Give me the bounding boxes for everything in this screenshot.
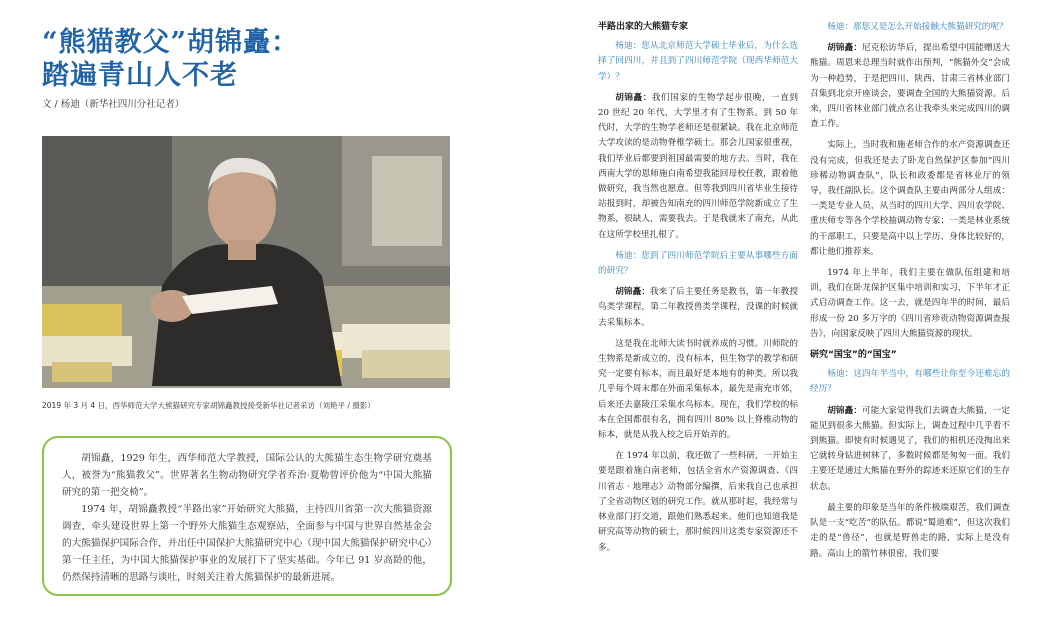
- text-column-1: [598, 20, 798, 562]
- answer-2: [598, 285, 798, 331]
- paragraph-3: 这是我在北师大读书时就养成的习惯。川师院的生物系是新成立的，没有标本，但生物学的教学和研究一定要有标本，而且最好是本地有的种类。所以我几乎每个周末都在外面采集标本，最先是南充市郊，后来还去嘉陵江采集水鸟标本。现在，我们学校的标本在全国都很有名，拥有四川 80% 以上脊椎动物的标本，就是从我入校之后开始弄的。: [598, 338, 798, 441]
- speaker-label: 胡锦矗：: [827, 43, 863, 54]
- bio-paragraph-2: 1974 年，胡锦矗教授“半路出家”开始研究大熊猫，主持四川省第一次大熊猫资源调查，牵头建设世界上第一个野外大熊猫生态观察站，全面参与中国与世界自然基金会的大熊猫保护国际合作，并出任中国保护大熊猫研究中心（现中国大熊猫保护研究中心）第一任主任，为中国大熊猫保护事业的发展打下了坚实基础。今年已 91 岁高龄的他，仍然保持清晰的思路与谈吐，时刻关注着大熊猫保护的最新进展。: [62, 504, 432, 583]
- photo-caption: 2019 年 3 月 4 日，西华师范大学大熊猫研究专家胡锦矗教授接受新华社记者采访（刘艳平 / 摄影）: [42, 401, 375, 410]
- article-title: [42, 26, 462, 92]
- title-line-2: 踏遍青山人不老: [42, 60, 238, 91]
- question-2: 杨迪：您到了四川师范学院后主要从事哪些方面的研究？: [598, 250, 798, 277]
- right-page: [530, 0, 1053, 618]
- bio-paragraph-1: 胡锦矗，1929 年生，西华师范大学教授，国际公认的大熊猫生态生物学研究奠基人，被誉为“熊猫教父”。世界著名生物动物研究学者乔治·夏勒曾评价他为“中国大熊猫研究的第一把交椅”。: [62, 453, 432, 498]
- answer-4-text: 可能大家觉得我们去调查大熊猫，一定能见到很多大熊猫。但实际上，调查过程中几乎看不到熊猫。即使有时候遇见了，我们的相机还没掏出来它就转身钻进树林了，多数时候都是匆匆一面。我们主要还是通过大熊猫在野外的踪迹来还原它们的生存状态。: [810, 405, 1010, 492]
- section-heading-1: 半路出家的大熊猫专家: [598, 22, 689, 32]
- question-1: 杨迪：您从北京师范大学硕士毕业后，为什么选择了回四川，并且到了四川师范学院（现西华师范大学）？: [598, 41, 798, 82]
- byline: 文 / 杨迪（新华社四川分社记者）: [42, 99, 185, 110]
- section-heading-2: 研究“国宝”的“国宝”: [810, 350, 897, 361]
- speaker-label: 胡锦矗：: [827, 405, 863, 416]
- answer-1: [598, 91, 798, 243]
- question-4: 杨迪：这四年半当中，有哪些让你至今还难忘的经历？: [810, 369, 1010, 395]
- answer-3-text: 尼克松访华后，提出希望中国能赠送大熊猫。周恩来总理当时就作出预判，“熊猫外交”会成为一种趋势，于是把四川、陕西、甘肃三省林业部门召集到北京开座谈会，要调查全国的大熊猫资源。后来，四川省林业部门就点名让我牵头来完成四川的调查工作。: [810, 43, 1010, 130]
- paragraph-6: 1974 年上半年，我们主要在做队伍组建和培训，我们在卧龙保护区集中培训和实习，下半年才正式启动调查工作。这一去，就是四年半的时间，最后形成一份 20 多万字的《四川省珍贵动物资源调查报告》，向国家反映了四川大熊猫资源的现状。: [810, 268, 1010, 339]
- photo-illustration: [42, 136, 450, 388]
- bio-box: [42, 436, 452, 596]
- answer-3: [810, 41, 1010, 132]
- question-3: 杨迪：那您又是怎么开始接触大熊猫研究的呢？: [827, 22, 1008, 32]
- text-column-2: [810, 20, 1010, 568]
- speaker-label: 胡锦矗：: [615, 92, 652, 103]
- answer-1-text: 我们国家的生物学起步很晚，一直到 20 世纪 20 年代，大学里才有了生物系。到 50 年代时，大学的生物学老师还是很紧缺。我在北京师范大学攻读的是动物脊椎学硕士。那会儿国家很重视，我们毕业后都要到祖国最需要的地方去。当时，我在西南大学的恩师施白南希望我能回母校任教，跟着他做研究，我当然也愿意。但等我到四川省毕业生接待站报到时，却被告知南充的四川师范学院新成立了生物系，很缺人，需要我去。于是我就来了南充，从此在这所学校里扎根了。: [598, 92, 798, 240]
- paragraph-5: 实际上，当时我和施老师合作的水产资源调查还没有完成，但我还是去了卧龙自然保护区参加“四川珍稀动物调查队”，队长和政委都是省林业厅的领导，我任副队长。这个调查队主要由两部分人组成：一类是专业人员，从当时的四川大学、四川农学院、重庆师专等各个学校抽调动物专家；一类是林业系统的干部职工，只要是高中以上学历、身体比较好的，都让他们推荐来。: [810, 140, 1010, 257]
- paragraph-4: 在 1974 年以前，我还做了一些科研，一开始主要是跟着施白南老师，包括全省水产资源调查、《四川省志 · 地理志》动物部分编撰，后来我自己也承担了全省动物区划的研究工作。就从那时起，我经常与林业部门打交道，跟他们熟悉起来。他们也知道我是研究高等动物的硕士，那时候四川这类专家资源还不多。: [598, 451, 798, 553]
- left-page: [0, 0, 475, 618]
- speaker-label: 胡锦矗：: [615, 287, 651, 298]
- answer-4: [810, 404, 1010, 495]
- interview-photo: [42, 136, 450, 388]
- paragraph-7: 最主要的印象是当年的条件极端艰苦，我们调查队是一支“吃苦”的队伍。都说“蜀道难”，但这次我们走的是“兽径”，也就是野兽走的路，实际上是没有路。高山上的箭竹林很密，我们要: [810, 502, 1010, 559]
- title-line-1: “熊猫教父”胡锦矗：: [42, 27, 300, 58]
- answer-2-text: 我来了后主要任务是教书，第一年教授鸟类学课程，第二年教授兽类学课程，没课的时候就去采集标本。: [598, 287, 798, 328]
